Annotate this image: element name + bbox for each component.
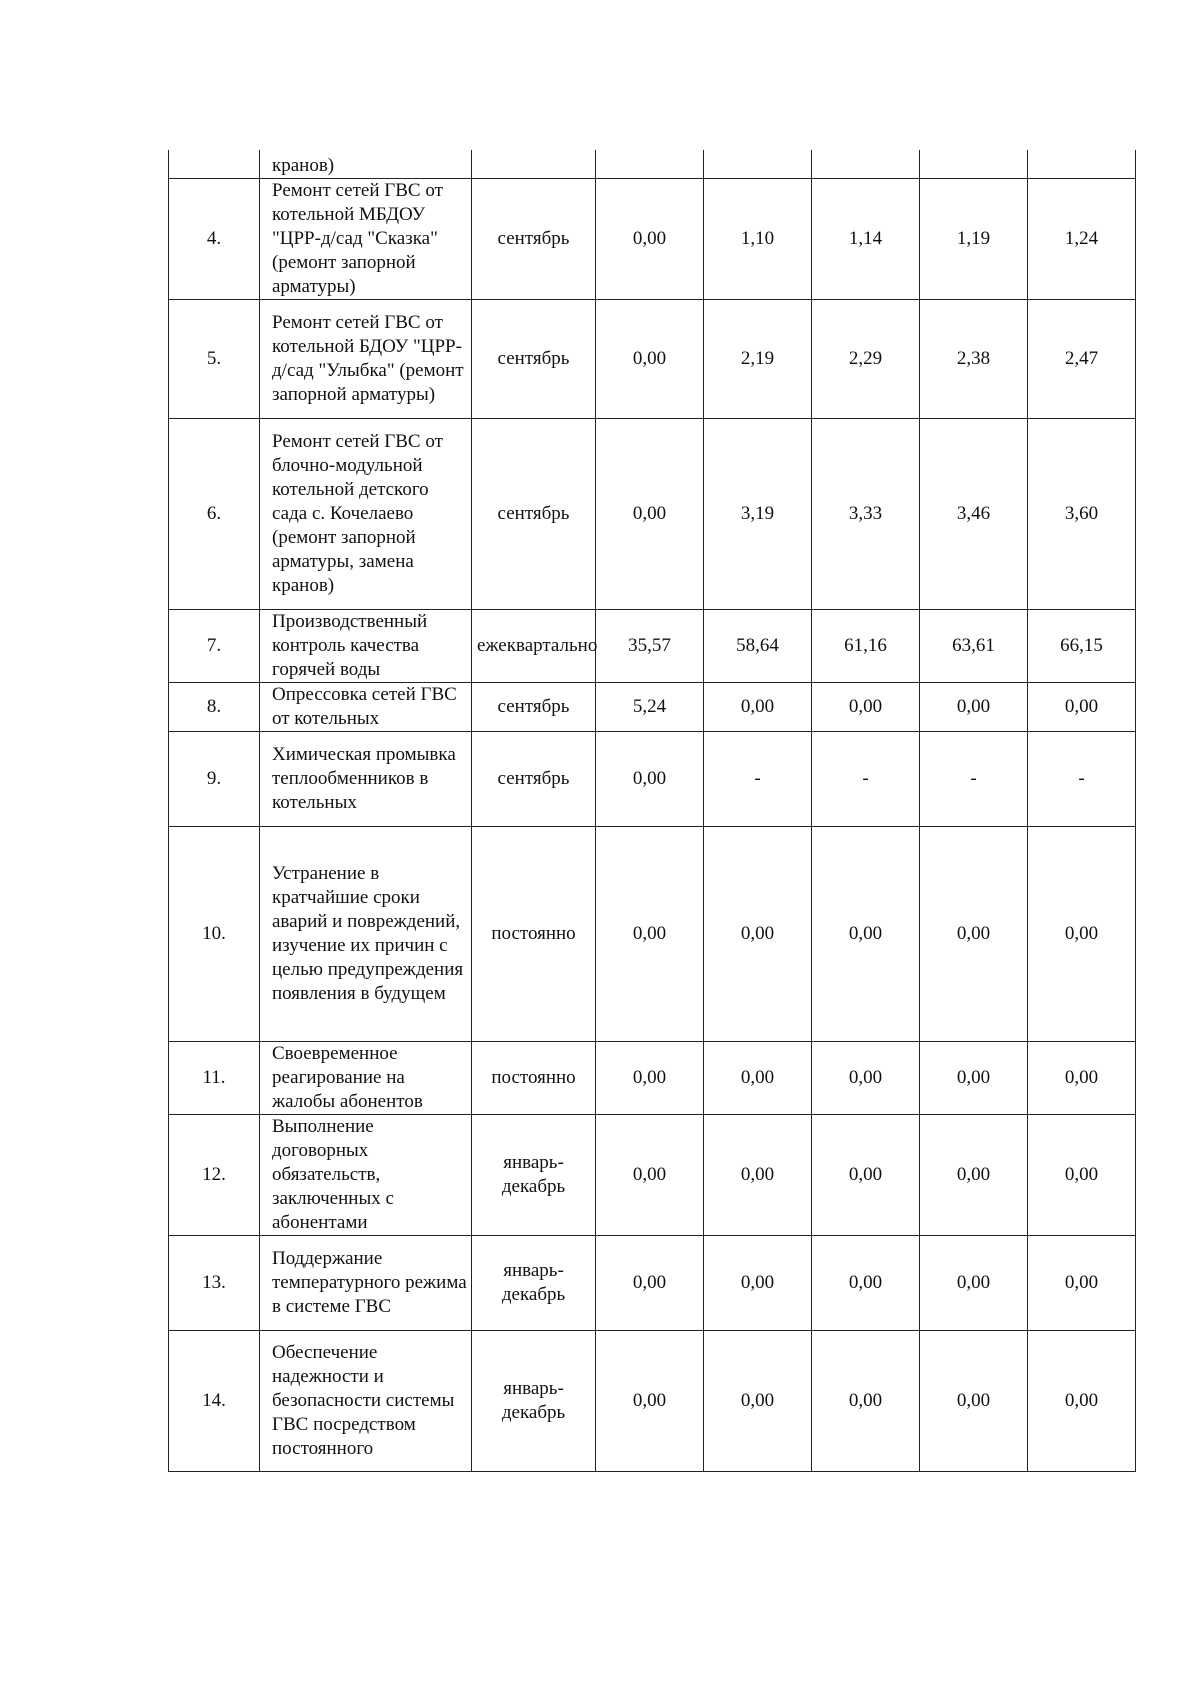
row-value-cell: 0,00 [1028,1042,1136,1115]
row-period-cell: январь-декабрь [472,1331,596,1472]
row-period-cell: сентябрь [472,179,596,300]
row-value-cell: 1,24 [1028,179,1136,300]
table-row-continuation [169,150,1136,179]
row-value-cell: - [920,732,1028,827]
row-period-cell [472,150,596,179]
row-period-cell: сентябрь [472,683,596,732]
row-value-cell: 0,00 [596,827,704,1042]
row-value-cell [1028,150,1136,179]
row-value-cell: 0,00 [1028,1331,1136,1472]
row-value-cell: 0,00 [704,1115,812,1236]
row-value-cell [704,150,812,179]
row-value-cell: 0,00 [920,683,1028,732]
row-value-cell: 2,47 [1028,300,1136,419]
row-number-cell: 5. [169,300,260,419]
table-row [169,1236,1136,1331]
row-period-cell: сентябрь [472,300,596,419]
row-period-cell: постоянно [472,1042,596,1115]
row-value-cell: - [704,732,812,827]
row-value-cell: 2,19 [704,300,812,419]
row-value-cell: 2,29 [812,300,920,419]
row-name-cell: Ремонт сетей ГВС от котельной МБДОУ "ЦРР-д/сад "Сказка" (ремонт запорной арматуры) [260,179,472,300]
row-number-cell [169,150,260,179]
table-row [169,179,1136,300]
row-period-cell: январь-декабрь [472,1236,596,1331]
row-name-cell: Своевременное реагирование на жалобы абонентов [260,1042,472,1115]
row-value-cell: 0,00 [596,732,704,827]
row-period-cell: сентябрь [472,732,596,827]
row-value-cell: 0,00 [812,1236,920,1331]
row-number-cell: 4. [169,179,260,300]
table-row [169,1042,1136,1115]
row-number-cell: 6. [169,419,260,610]
row-value-cell: 35,57 [596,610,704,683]
row-value-cell: 0,00 [596,419,704,610]
row-value-cell: 0,00 [704,827,812,1042]
row-value-cell: 0,00 [812,1331,920,1472]
row-value-cell: 2,38 [920,300,1028,419]
row-name-cell: Ремонт сетей ГВС от котельной БДОУ "ЦРР-д/сад "Улыбка" (ремонт запорной арматуры) [260,300,472,419]
row-value-cell: 3,33 [812,419,920,610]
row-period-cell: постоянно [472,827,596,1042]
row-value-cell: - [812,732,920,827]
row-period-cell: ежеквартально [472,610,596,683]
table-row [169,300,1136,419]
row-number-cell: 13. [169,1236,260,1331]
row-value-cell: 63,61 [920,610,1028,683]
row-value-cell: 0,00 [704,1042,812,1115]
row-value-cell: 1,19 [920,179,1028,300]
row-value-cell: 0,00 [596,300,704,419]
table-row [169,419,1136,610]
row-value-cell: 0,00 [1028,827,1136,1042]
row-value-cell: 0,00 [812,827,920,1042]
row-value-cell: 0,00 [596,1115,704,1236]
row-value-cell: 3,19 [704,419,812,610]
row-value-cell: 0,00 [920,1115,1028,1236]
row-value-cell: 0,00 [812,1042,920,1115]
table-row [169,827,1136,1042]
row-value-cell: 0,00 [812,1115,920,1236]
row-value-cell: 66,15 [1028,610,1136,683]
row-value-cell: 3,46 [920,419,1028,610]
row-value-cell: 0,00 [812,683,920,732]
row-number-cell: 14. [169,1331,260,1472]
row-name-cell: кранов) [260,150,472,179]
table-row [169,610,1136,683]
row-number-cell: 8. [169,683,260,732]
row-value-cell: 0,00 [596,1331,704,1472]
row-number-cell: 10. [169,827,260,1042]
row-value-cell: 0,00 [920,1236,1028,1331]
row-name-cell: Химическая промывка теплообменников в котельных [260,732,472,827]
measures-table [168,150,1136,1472]
row-period-cell: сентябрь [472,419,596,610]
table-row [169,1115,1136,1236]
row-value-cell [596,150,704,179]
row-value-cell: 0,00 [920,827,1028,1042]
row-name-cell: Ремонт сетей ГВС от блочно-модульной котельной детского сада с. Кочелаево (ремонт запорной арматуры, замена кранов) [260,419,472,610]
row-value-cell: 0,00 [596,1236,704,1331]
row-value-cell [920,150,1028,179]
row-value-cell: 0,00 [920,1042,1028,1115]
row-value-cell: 0,00 [1028,683,1136,732]
row-value-cell: 1,10 [704,179,812,300]
row-number-cell: 11. [169,1042,260,1115]
row-value-cell: 1,14 [812,179,920,300]
row-number-cell: 12. [169,1115,260,1236]
row-value-cell: 0,00 [704,1331,812,1472]
table-row [169,683,1136,732]
row-name-cell: Опрессовка сетей ГВС от котельных [260,683,472,732]
row-name-cell: Обеспечение надежности и безопасности системы ГВС посредством постоянного [260,1331,472,1472]
row-value-cell: 0,00 [596,179,704,300]
row-value-cell: 0,00 [704,683,812,732]
row-value-cell: 58,64 [704,610,812,683]
row-number-cell: 7. [169,610,260,683]
row-value-cell: 5,24 [596,683,704,732]
row-value-cell: 61,16 [812,610,920,683]
table-row [169,732,1136,827]
row-name-cell: Поддержание температурного режима в системе ГВС [260,1236,472,1331]
row-period-cell: январь-декабрь [472,1115,596,1236]
row-value-cell: - [1028,732,1136,827]
row-value-cell: 0,00 [596,1042,704,1115]
row-value-cell: 0,00 [1028,1115,1136,1236]
row-value-cell: 0,00 [920,1331,1028,1472]
row-number-cell: 9. [169,732,260,827]
row-name-cell: Выполнение договорных обязательств, заключенных с абонентами [260,1115,472,1236]
table-row [169,1331,1136,1472]
row-value-cell: 0,00 [704,1236,812,1331]
row-value-cell [812,150,920,179]
row-name-cell: Устранение в кратчайшие сроки аварий и повреждений, изучение их причин с целью предупреждения появления в будущем [260,827,472,1042]
row-value-cell: 3,60 [1028,419,1136,610]
row-name-cell: Производственный контроль качества горячей воды [260,610,472,683]
row-value-cell: 0,00 [1028,1236,1136,1331]
